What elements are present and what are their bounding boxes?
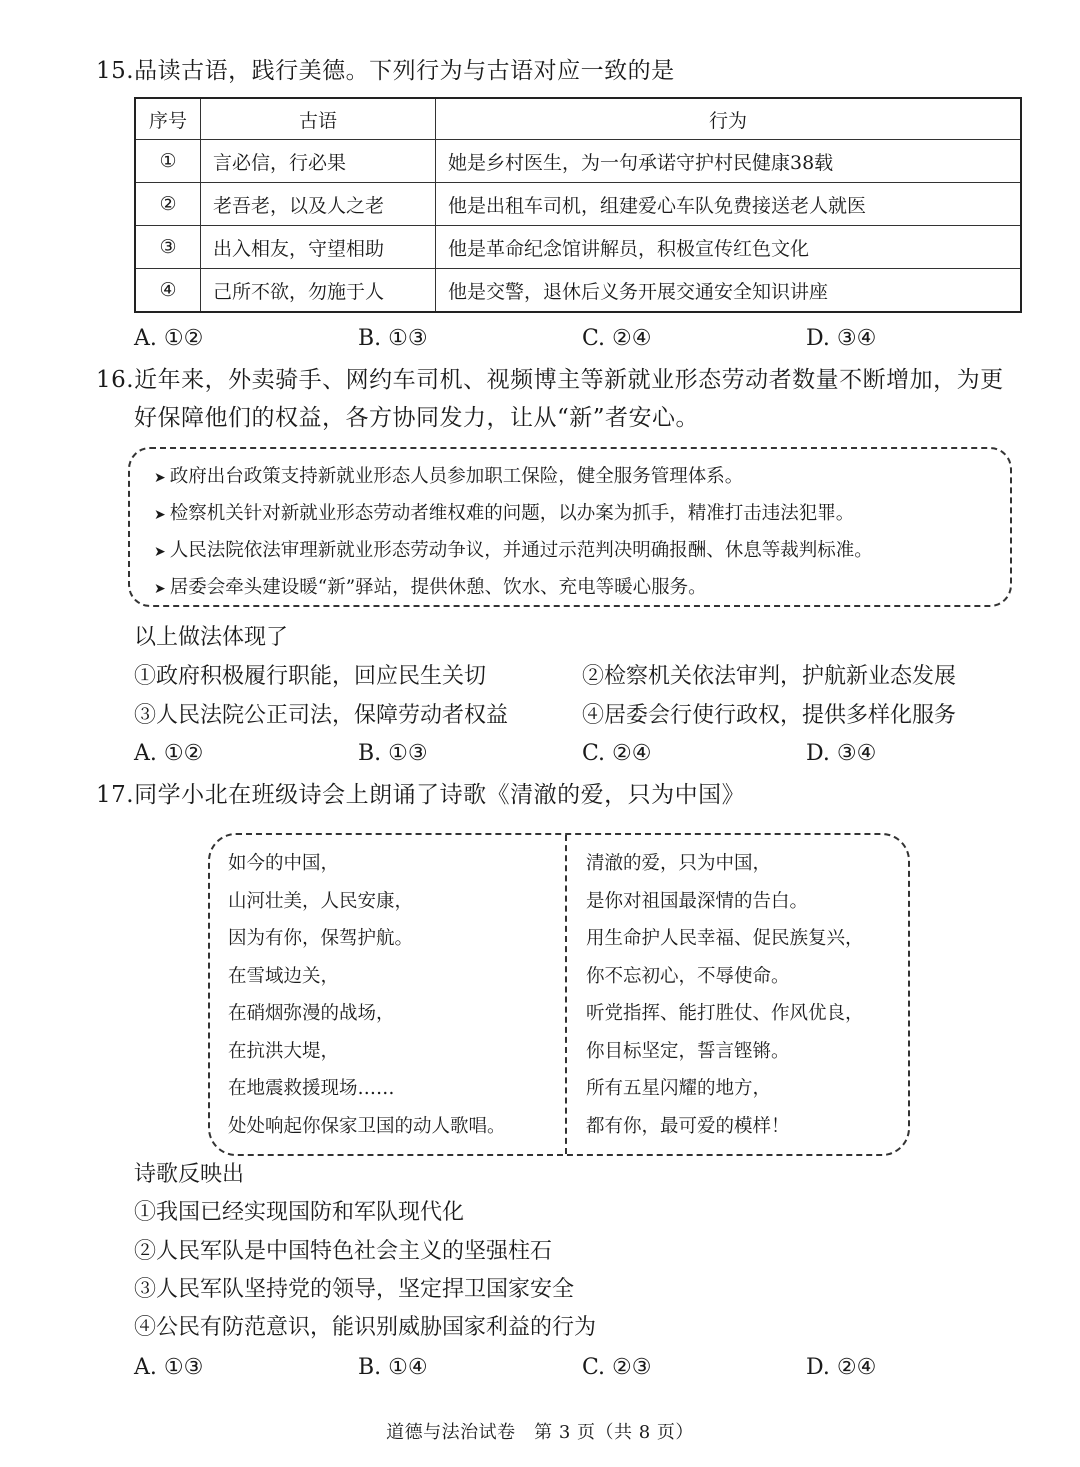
q16-option: ②检察机关依法审判，护航新业态发展 [582,664,957,689]
poem-right-column [586,845,864,1145]
q15-choice-c[interactable]: C. ②④ [582,326,652,351]
q15-table [134,97,1022,313]
q15-choice-d[interactable]: D. ③④ [806,326,877,351]
q15-stem: 15.品读古语，践行美德。下列行为与古语对应一致的是 [96,58,675,84]
poem-line: 都有你，最可爱的模样！ [586,1115,790,1137]
q16-measure-item: ➤ 政府出台政策支持新就业形态人员参加职工保险，健全服务管理体系。 [154,459,1010,496]
poem-divider [565,835,567,1154]
q17-prompt: 诗歌反映出 [134,1162,245,1187]
q16-measure-item: ➤ 检察机关针对新就业形态劳动者维权难的问题，以办案为抓手，精准打击违法犯罪。 [154,496,1010,533]
poem-line: 处处响起你保家卫国的动人歌唱。 [228,1115,506,1137]
q16-stem-line1: 16.近年来，外卖骑手、网约车司机、视频博主等新就业形态劳动者数量不断增加，为更 [96,367,1004,393]
q15-choice-b[interactable]: B. ①③ [358,326,428,351]
table-cell: ① [135,140,201,183]
table-cell: 她是乡村医生，为一句承诺守护村民健康38载 [436,140,1022,183]
q16-choice-c[interactable]: C. ②④ [582,741,652,766]
poem-line: 你不忘初心，不辱使命。 [586,965,790,987]
q16-choice-a[interactable]: A. ①② [134,741,204,766]
q17-choice-d[interactable]: D. ②④ [806,1355,877,1380]
table-cell: ③ [135,226,201,269]
poem-line: 听党指挥、能打胜仗、作风优良， [586,1003,864,1024]
q17-stem: 17.同学小北在班级诗会上朗诵了诗歌《清澈的爱，只为中国》 [96,782,746,808]
poem-line: 在硝烟弥漫的战场， [228,1003,395,1024]
q17-poem-box [208,833,910,1156]
poem-line: 山河壮美，人民安康， [228,890,414,912]
q17-statement: ③人民军队坚持党的领导，坚定捍卫国家安全 [134,1277,575,1302]
q16-measure-item: ➤ 人民法院依法审理新就业形态劳动争议，并通过示范判决明确报酬、休息等裁判标准。 [154,533,1010,570]
poem-line: 在地震救援现场…… [228,1078,395,1099]
poem-line: 是你对祖国最深情的告白。 [586,890,809,912]
table-cell: ④ [135,269,201,313]
q17-choice-a[interactable]: A. ①③ [134,1355,204,1380]
q16-prompt: 以上做法体现了 [134,625,289,650]
q16-option: ①政府积极履行职能，回应民生关切 [134,664,487,689]
poem-line: 清澈的爱，只为中国， [586,853,772,874]
q16-stem-line2: 好保障他们的权益，各方协同发力，让从“新”者安心。 [134,405,700,431]
poem-line: 如今的中国， [228,853,340,874]
table-cell: 出入相友，守望相助 [201,226,436,269]
table-cell: 他是革命纪念馆讲解员，积极宣传红色文化 [436,226,1022,269]
q16-choice-d[interactable]: D. ③④ [806,741,877,766]
q17-choice-b[interactable]: B. ①④ [358,1355,428,1380]
q16-measures-box [128,447,1012,607]
poem-left-column [228,845,506,1145]
q16-measure-item: ➤ 居委会牵头建设暖“新”驿站，提供休憩、饮水、充电等暖心服务。 [154,570,1010,607]
table-cell: 他是出租车司机，组建爱心车队免费接送老人就医 [436,183,1022,226]
q16-option: ③人民法院公正司法，保障劳动者权益 [134,703,509,728]
q17-statement: ②人民军队是中国特色社会主义的坚强柱石 [134,1239,553,1264]
table-row [135,140,1021,183]
poem-line: 用生命护人民幸福、促民族复兴， [586,928,864,949]
poem-line: 在抗洪大堤， [228,1040,340,1062]
q17-choice-c[interactable]: C. ②③ [582,1355,652,1380]
table-header: 古语 [201,98,436,140]
table-cell: 言必信，行必果 [201,140,436,183]
table-header: 序号 [135,98,201,140]
table-header-row [135,98,1021,140]
q16-choice-b[interactable]: B. ①③ [358,741,428,766]
table-row [135,183,1021,226]
page-footer: 道德与法治试卷 第 3 页（共 8 页） [386,1422,694,1443]
table-cell: 老吾老，以及人之老 [201,183,436,226]
q17-statement: ①我国已经实现国防和军队现代化 [134,1200,465,1225]
q17-statement: ④公民有防范意识，能识别威胁国家利益的行为 [134,1315,597,1340]
poem-line: 在雪域边关， [228,965,340,987]
table-header: 行为 [436,98,1022,140]
poem-line: 所有五星闪耀的地方， [586,1078,772,1099]
q15-choice-a[interactable]: A. ①② [134,326,204,351]
poem-line: 你目标坚定，誓言铿锵。 [586,1040,790,1062]
table-row [135,269,1021,313]
table-row [135,226,1021,269]
table-cell: 己所不欲，勿施于人 [201,269,436,313]
q16-option: ④居委会行使行政权，提供多样化服务 [582,703,957,728]
table-cell: ② [135,183,201,226]
table-cell: 他是交警，退休后义务开展交通安全知识讲座 [436,269,1022,313]
poem-line: 因为有你，保驾护航。 [228,928,414,949]
